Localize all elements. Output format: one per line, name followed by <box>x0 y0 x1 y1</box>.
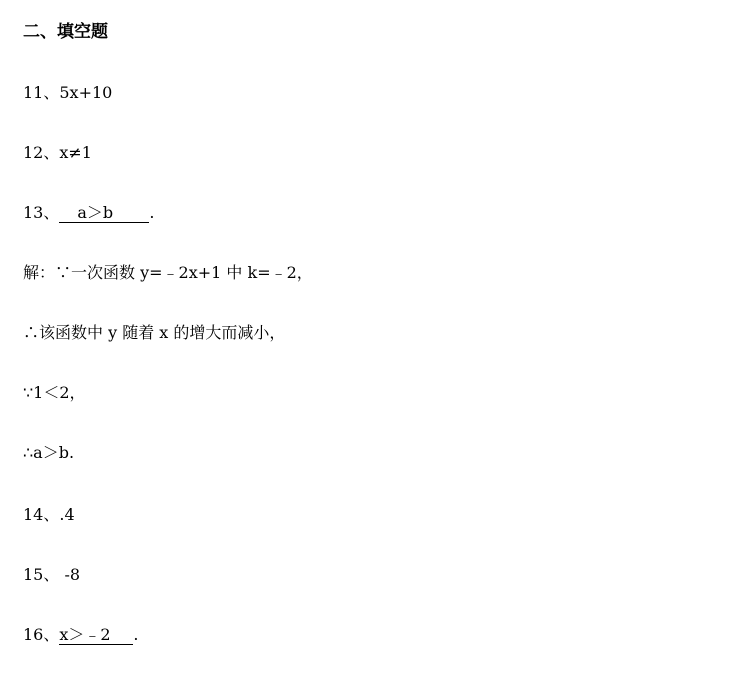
question-14 <box>23 504 75 526</box>
question-12 <box>23 142 92 164</box>
question-16 <box>23 624 138 646</box>
question-11 <box>23 82 112 104</box>
question-13-solution-line-2: ∴该函数中 y 随着 x 的增大而减小， <box>23 323 286 342</box>
question-11-answer: 5x+10 <box>59 83 113 102</box>
question-16-tail: . <box>133 625 139 644</box>
question-13 <box>23 202 154 224</box>
question-11-number: 11、 <box>23 83 60 102</box>
question-13-answer: a＞b <box>59 204 149 223</box>
question-12-answer: x≠1 <box>59 143 92 162</box>
question-15 <box>23 564 80 586</box>
question-13-solution-line-4: ∴a＞b. <box>23 443 75 462</box>
question-15-answer: -8 <box>59 565 81 584</box>
question-15-number: 15、 <box>23 565 60 584</box>
question-13-number: 13、 <box>23 203 60 222</box>
question-16-answer: x＞﹣2 <box>59 626 133 645</box>
question-13-solution-line-1: 解：∵一次函数 y=﹣2x+1 中 k=﹣2， <box>23 263 313 282</box>
section-heading: 二、填空题 <box>23 22 108 42</box>
question-13-solution-line-3: ∵1＜2， <box>23 383 86 402</box>
question-14-number: 14、 <box>23 505 60 524</box>
question-16-number: 16、 <box>23 625 60 644</box>
question-13-tail: . <box>149 203 155 222</box>
question-12-number: 12、 <box>23 143 60 162</box>
question-14-answer: .4 <box>59 505 75 524</box>
